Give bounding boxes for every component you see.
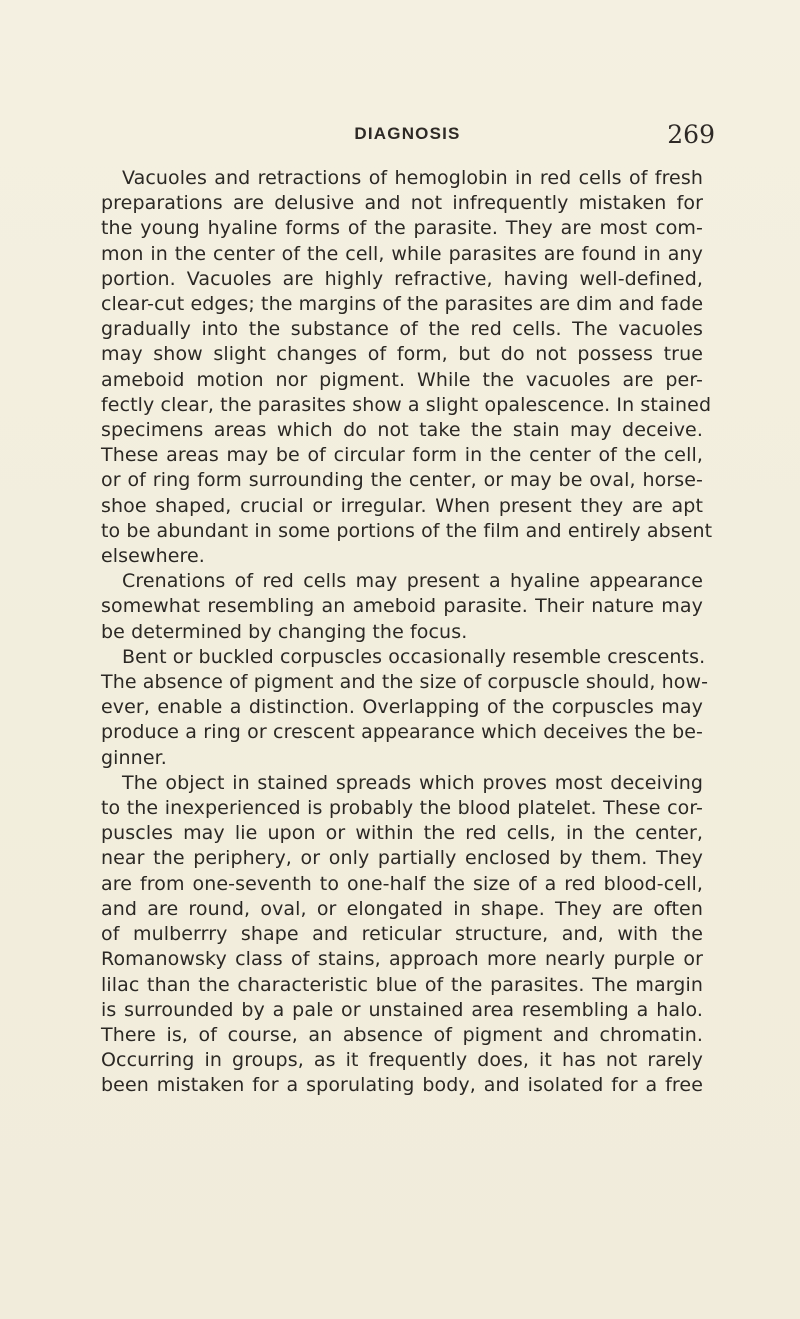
text-line: or of ring form surrounding the center, or may be oval, horse- <box>101 469 703 492</box>
text-line: Vacuoles and retractions of hemoglobin in red cells of fresh <box>122 167 703 189</box>
text-line: Crenations of red cells may present a hyaline appearance <box>122 570 703 593</box>
paragraph-blood-platelet <box>101 771 703 1099</box>
text-line: clear-cut edges; the margins of the parasites are dim and fade <box>101 293 704 316</box>
text-line: lilac than the characteristic blue of the parasites. The margin <box>101 973 703 996</box>
text-line: ginner. <box>101 746 167 769</box>
text-line: may show slight changes of form, but do not possess true <box>101 343 703 366</box>
text-line: There is, of course, an absence of pigment and chromatin. <box>101 1023 703 1046</box>
text-line: puscles may lie upon or within the red cells, in the center, <box>101 822 703 845</box>
paragraph-crenations <box>101 569 703 645</box>
body-text <box>101 166 713 1099</box>
text-line: specimens areas which do not take the stain may deceive. <box>101 419 703 442</box>
text-line: gradually into the substance of the red cells. The vacuoles <box>101 318 703 341</box>
text-line: elsewhere. <box>101 545 205 568</box>
text-line: mon in the center of the cell, while parasites are found in any <box>101 242 703 265</box>
text-line: and are round, oval, or elongated in shape. They are often <box>101 897 703 920</box>
text-line: Bent or buckled corpuscles occasionally resemble crescents. <box>122 645 706 668</box>
text-line: produce a ring or crescent appearance which deceives the be- <box>101 721 703 744</box>
text-line: portion. Vacuoles are highly refractive, having well-defined, <box>101 267 703 290</box>
text-line: somewhat resembling an ameboid parasite. Their nature may <box>101 595 703 618</box>
text-line: These areas may be of circular form in the center of the cell, <box>101 444 703 467</box>
text-line: preparations are delusive and not infrequently mistaken for <box>101 192 703 215</box>
text-line: Occurring in groups, as it frequently does, it has not rarely <box>101 1049 703 1072</box>
text-line: fectly clear, the parasites show a slight opalescence. In stained <box>101 393 712 416</box>
text-line: near the periphery, or only partially enclosed by them. They <box>101 847 703 870</box>
paragraph-bent-corpuscles <box>101 645 709 771</box>
paragraph-vacuoles <box>101 166 713 569</box>
page-number: 269 <box>667 120 715 149</box>
text-line: ameboid motion nor pigment. While the vacuoles are per- <box>101 368 703 391</box>
text-line: been mistaken for a sporulating body, and isolated for a free <box>101 1074 703 1097</box>
text-line: to be abundant in some portions of the film and entirely absent <box>101 519 713 542</box>
text-line: the young hyaline forms of the parasite. They are most com- <box>101 217 703 240</box>
text-line: is surrounded by a pale or unstained area resembling a halo. <box>101 998 703 1021</box>
running-header <box>100 120 715 154</box>
text-line: of mulberrry shape and reticular structure, and, with the <box>101 923 703 946</box>
text-line: shoe shaped, crucial or irregular. When present they are apt <box>101 494 703 517</box>
text-line: to the inexperienced is probably the blood platelet. These cor- <box>101 797 703 820</box>
text-line: The object in stained spreads which proves most deceiving <box>122 771 703 794</box>
text-line: are from one-seventh to one-half the size of a red blood-cell, <box>101 872 703 895</box>
text-line: The absence of pigment and the size of corpuscle should, how- <box>101 671 709 694</box>
text-line: be determined by changing the focus. <box>101 620 468 643</box>
text-line: Romanowsky class of stains, approach more nearly purple or <box>101 948 703 971</box>
running-title: DIAGNOSIS <box>354 124 461 143</box>
text-line: ever, enable a distinction. Overlapping of the corpuscles may <box>101 696 703 719</box>
